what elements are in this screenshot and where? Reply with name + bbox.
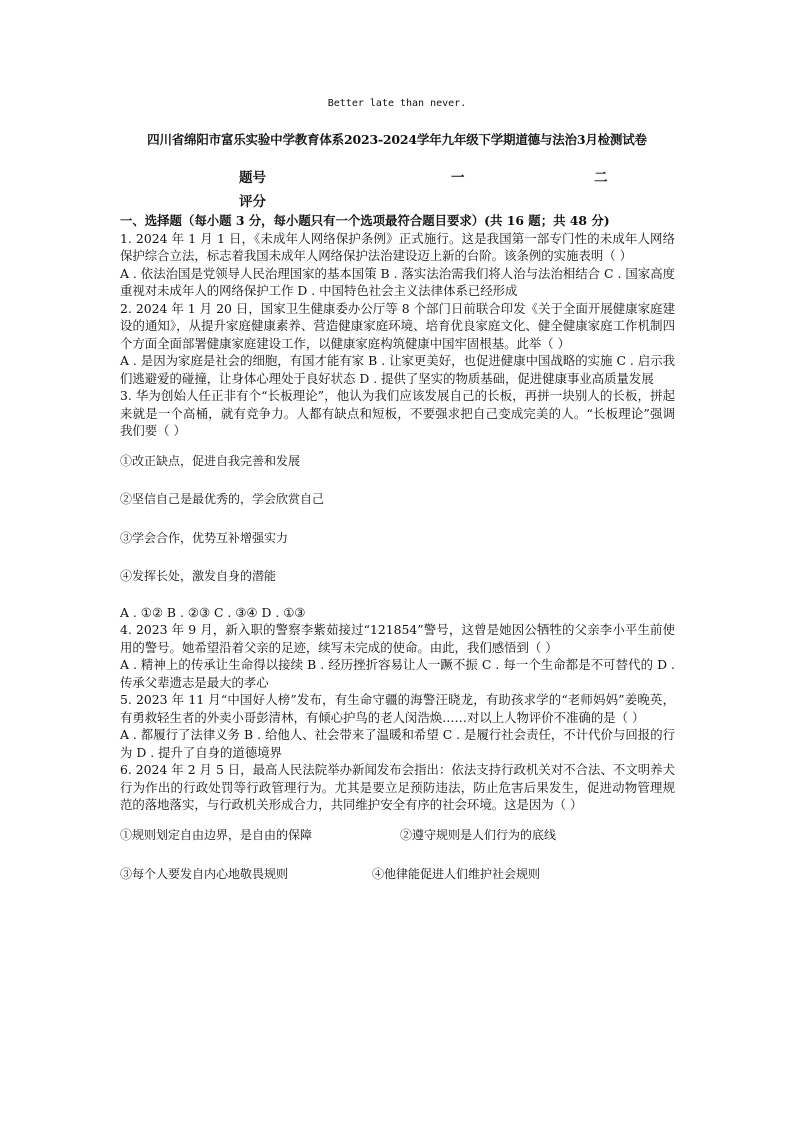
question-3-option-1: ①改正缺点，促进自我完善和发展: [120, 453, 301, 468]
question-6-option-2: ②遵守规则是人们行为的底线: [400, 827, 557, 842]
question-3-choices: A . ①② B . ②③ C . ③④ D . ①③: [120, 604, 306, 620]
score-table: [120, 166, 680, 210]
score-table-col-2: 二: [594, 170, 608, 186]
question-6-options-row-1: [120, 824, 675, 863]
question-5-stem: 5. 2023 年 11 月“中国好人榜”发布，有生命守疆的海警汪晓龙，有助孩求学的“老师妈妈”姜晚英，有勇救轻生者的外卖小哥彭清林，有倾心护鸟的老人闵浩焕……对以上人物评价不准确的是（ ）: [120, 692, 675, 725]
question-3-stem: 3. 华为创始人任正非有个“长板理论”，他认为我们应该发展自己的长板，再拼一块别人的长板，拼起来就是一个高桶，就有竞争力。人都有缺点和短板，不要强求把自己变成完美的人。“长板理论”强调我们要（ ）: [120, 388, 675, 438]
question-3-option-3: ③学会合作，优势互补增强实力: [120, 530, 289, 545]
score-table-row-header: 评分: [239, 194, 266, 210]
question-3-option-4: ④发挥长处，激发自身的潜能: [120, 569, 277, 583]
question-6-options-row-2: [120, 863, 675, 902]
section-heading: 一、选择题（每小题 3 分，每小题只有一个选项最符合题目要求）(共 16 题；共 48 分): [120, 213, 610, 228]
spacer: [120, 440, 675, 450]
question-6-option-3: ③每个人要发自内心地敬畏规则: [120, 866, 289, 881]
spacer: [120, 814, 675, 824]
question-4-choices: A . 精神上的传承让生命得以接续 B . 经历挫折容易让人一蹶不振 C . 每一个生命都是不可替代的 D . 传承父辈遗志是最大的孝心: [120, 657, 675, 690]
question-6-stem: 6. 2024 年 2 月 5 日，最高人民法院举办新闻发布会指出：依法支持行政机关对不合法、不文明养犬行为作出的行政处罚等行政管理行为。尤其是要立足预防违法，防止危害后果发生，促进动物管理规范的落地落实，与行政机关形成合力，共同维护安全有序的社会环境。这是因为（ ）: [120, 762, 675, 812]
exam-title: 四川省绵阳市富乐实验中学教育体系2023-2024学年九年级下学期道德与法治3月检测试卷: [147, 132, 647, 147]
question-3-option-2: ②坚信自己是最优秀的，学会欣赏自己: [120, 492, 325, 506]
exam-body: [120, 212, 675, 902]
page-motto: Better late than never.: [327, 98, 467, 109]
question-5-choices: A . 都履行了法律义务 B . 给他人、社会带来了温暖和希望 C . 是履行社会责任，不计代价与回报的行为 D . 提升了自身的道德境界: [120, 727, 675, 760]
question-6-option-4: ④他律能促进人们维护社会规则: [372, 866, 541, 881]
question-2-choices: A . 是因为家庭是社会的细胞，有国才能有家 B . 让家更美好，也促进健康中国战略的实施 C . 启示我们逃避爱的碰撞，让身体心理处于良好状态 D . 提供了坚实的物质基础，促进健康事业高质量发展: [120, 353, 675, 386]
question-1-stem: 1. 2024 年 1 月 1 日，《未成年人网络保护条例》正式施行。这是我国第一部专门性的未成年人网络保护综合立法，标志着我国未成年人网络保护法治建设迈上新的台阶。该条例的实施表明（ ）: [120, 230, 675, 263]
score-table-col-header: 题号: [239, 170, 266, 186]
question-1-choices: A . 依法治国是党领导人民治理国家的基本国策 B . 落实法治需我们将人治与法治相结合 C . 国家高度重视对未成年人的网络保护工作 D . 中国特色社会主义法律体系已经形成: [120, 265, 675, 298]
question-2-stem: 2. 2024 年 1 月 20 日，国家卫生健康委办公厅等 8 个部门日前联合印发《关于全面开展健康家庭建设的通知》，从提升家庭健康素养、营造健康家庭环境、培育优良家庭文化、健全健康家庭工作机制四个方面全面部署健康家庭建设工作，以健康家庭构筑健康中国牢固根基。此举（ ）: [120, 300, 675, 351]
question-6-option-1: ①规则划定自由边界，是自由的保障: [120, 827, 313, 842]
question-4-stem: 4. 2023 年 9 月，新入职的警察李紫茹接过“121854”警号，这曾是她因公牺牲的父亲李小平生前使用的警号。她希望沿着父亲的足迹，续写未完成的使命。由此，我们感悟到（ ）: [120, 622, 675, 655]
score-table-col-1: 一: [451, 170, 465, 186]
